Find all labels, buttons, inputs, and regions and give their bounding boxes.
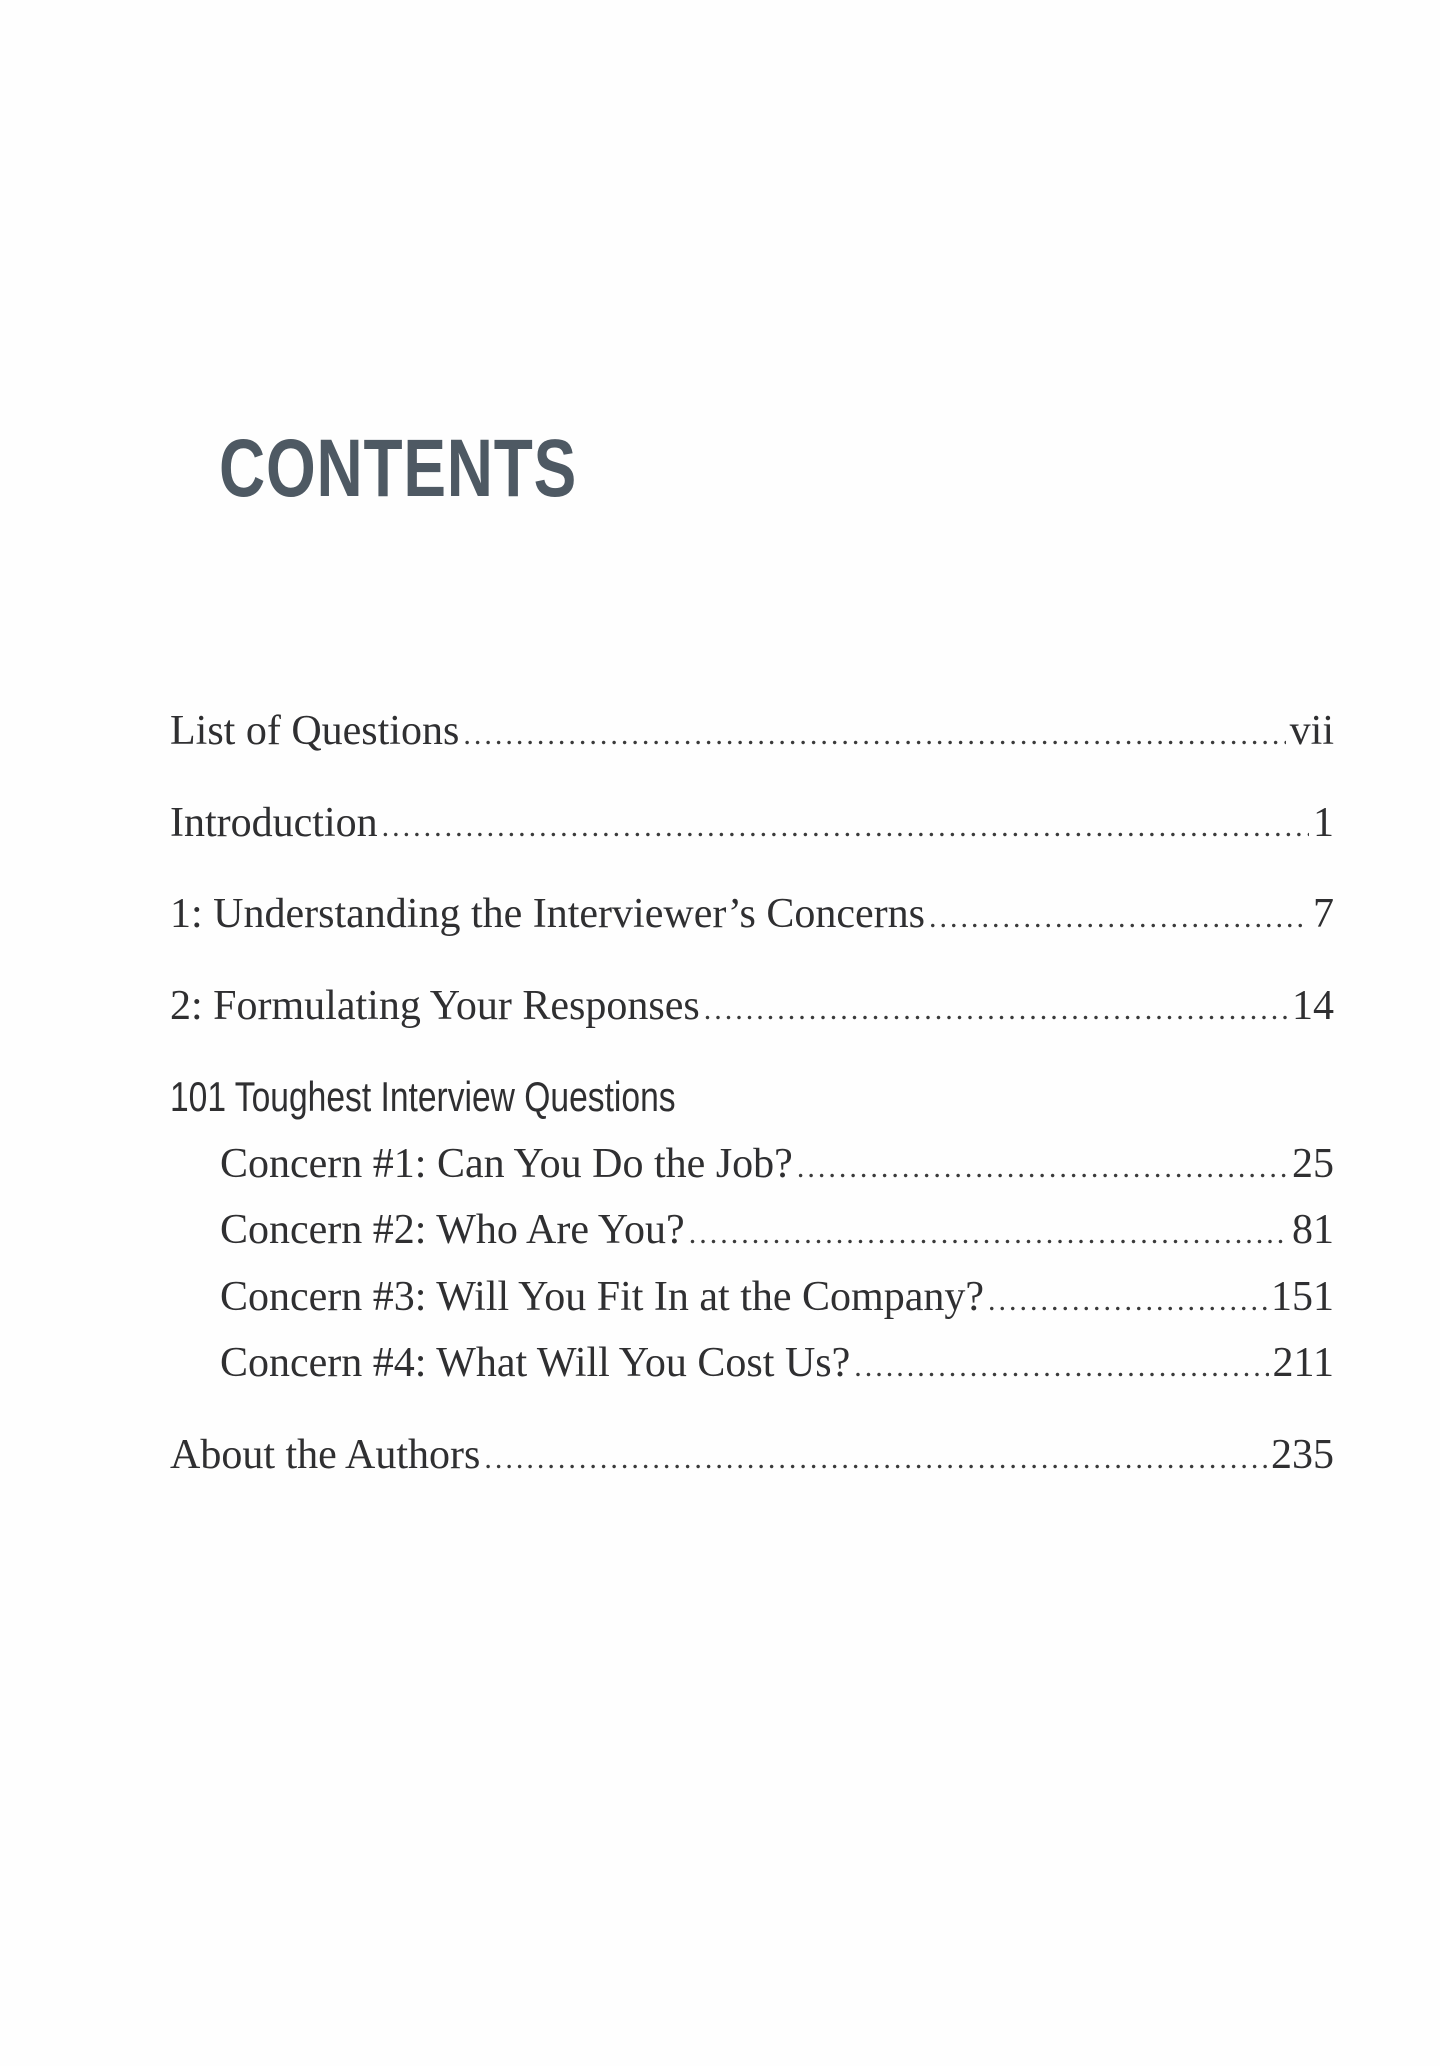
toc-entry-page: vii — [1289, 708, 1334, 754]
toc-entry-page: 1 — [1313, 800, 1334, 846]
toc-entry — [170, 1434, 1334, 1476]
toc-section-heading: 101 Toughest Interview Questions — [170, 1073, 676, 1120]
dot-leader — [484, 1444, 1267, 1474]
toc-subentry — [220, 1209, 1334, 1251]
toc-subentry-page: 25 — [1292, 1141, 1334, 1187]
dot-leader — [463, 720, 1285, 750]
dot-leader — [797, 1153, 1288, 1183]
toc-subentry-title: Concern #1: Can You Do the Job? — [220, 1141, 793, 1187]
toc-entry-title: 1: Understanding the Interviewer’s Concerns — [170, 891, 926, 937]
dot-leader — [988, 1286, 1267, 1316]
toc-entry-page: 14 — [1292, 983, 1334, 1029]
toc-entry-title: Introduction — [170, 800, 378, 846]
toc-entry — [170, 985, 1334, 1027]
toc-subentry — [220, 1143, 1334, 1185]
toc-subentry — [220, 1276, 1334, 1318]
dot-leader — [704, 995, 1288, 1025]
toc-subentry-page: 151 — [1271, 1274, 1334, 1320]
dot-leader — [689, 1219, 1288, 1249]
toc-entry — [170, 802, 1334, 844]
toc-entry — [170, 893, 1334, 935]
page-heading: CONTENTS — [219, 423, 578, 514]
toc-subentry-title: Concern #2: Who Are You? — [220, 1207, 685, 1253]
toc-subentry-title: Concern #4: What Will You Cost Us? — [220, 1340, 851, 1386]
toc-entry-page: 7 — [1313, 891, 1334, 937]
toc-subentry-page: 81 — [1292, 1207, 1334, 1253]
toc-entry-title: List of Questions — [170, 708, 460, 754]
toc-subentry-title: Concern #3: Will You Fit In at the Company? — [220, 1274, 984, 1320]
toc-subentry — [220, 1342, 1334, 1384]
toc-entry-page: 235 — [1271, 1432, 1334, 1478]
toc-entry-title: 2: Formulating Your Responses — [170, 983, 700, 1029]
dot-leader — [854, 1352, 1268, 1382]
toc-entry-title: About the Authors — [170, 1432, 481, 1478]
toc-entry — [170, 710, 1334, 752]
dot-leader — [929, 903, 1309, 933]
toc-subentry-page: 211 — [1272, 1340, 1334, 1386]
dot-leader — [382, 812, 1309, 842]
